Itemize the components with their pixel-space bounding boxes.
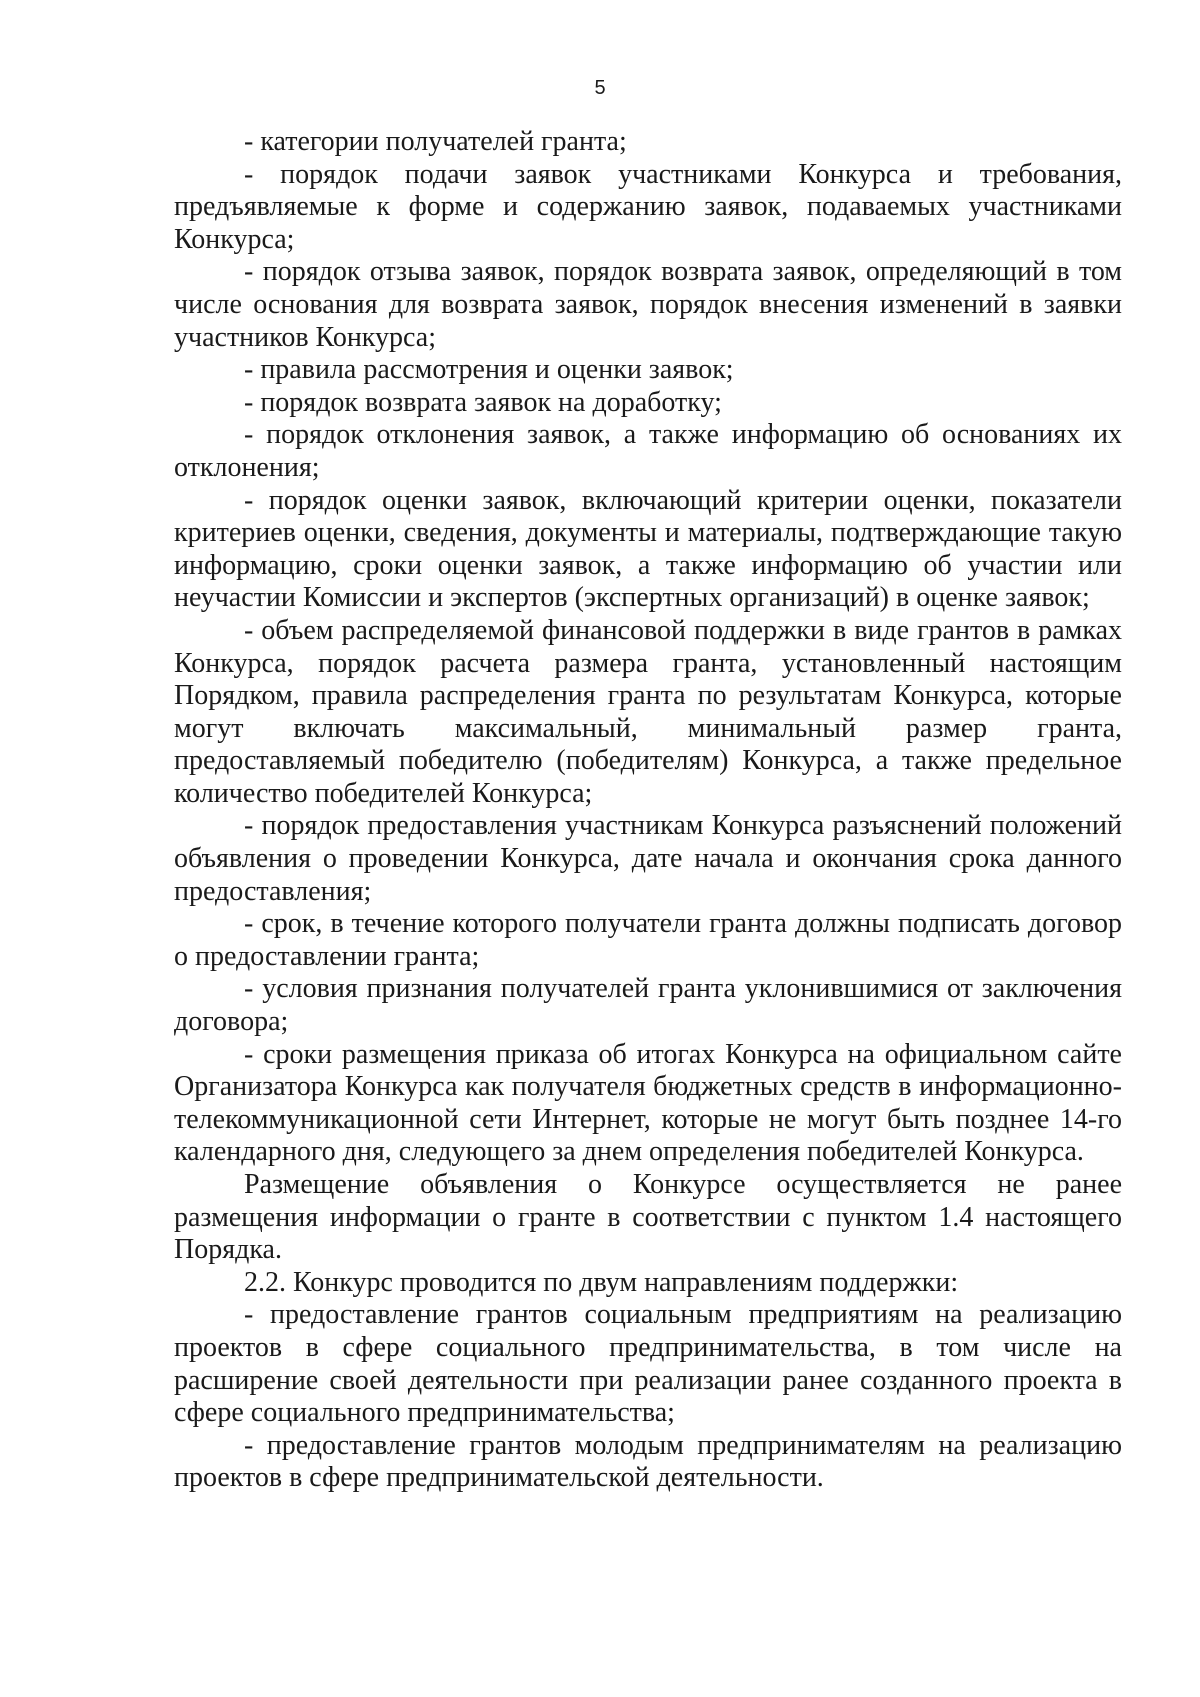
paragraph-contract-signing-term: - срок, в течение которого получатели гранта должны подписать договор о предоставлении гранта; (174, 908, 1122, 972)
page-number: 5 (594, 77, 606, 99)
paragraph-social-enterprise-grants: - предоставление грантов социальным предприятиям на реализацию проектов в сфере социального предпринимательства, в том числе на расширение своей деятельности при реализации ранее созданного проекта в сфере социального предпринимательства; (174, 1299, 1122, 1429)
paragraph-young-entrepreneur-grants: - предоставление грантов молодым предпринимателям на реализацию проектов в сфере предпринимательской деятельности. (174, 1429, 1122, 1494)
document-body (174, 126, 1122, 1495)
paragraph-grant-recipient-categories: - категории получателей гранта; (244, 126, 627, 157)
paragraph-application-withdrawal: - порядок отзыва заявок, порядок возврата заявок, определяющий в том числе основания для возврата заявок, порядок внесения изменений в заявки участников Конкурса; (174, 256, 1122, 353)
paragraph-evasion-conditions: - условия признания получателей гранта уклонившимися от заключения договора; (174, 973, 1122, 1038)
paragraph-return-for-revision: - порядок возврата заявок на доработку; (244, 386, 722, 418)
paragraph-announcement-placement: Размещение объявления о Конкурсе осуществляется не ранее размещения информации о гранте в соответствии с пунктом 1.4 настоящего Порядка. (174, 1169, 1122, 1266)
paragraph-results-publication: - сроки размещения приказа об итогах Конкурса на официальном сайте Организатора Конкурса как получателя бюджетных средств в информационно-телекоммуникационной сети Интернет, которые не могут быть позднее 14-го календарного дня, следующего за днем определения победителей Конкурса. (174, 1038, 1122, 1168)
paragraph-section-2-2: 2.2. Конкурс проводится по двум направлениям поддержки: (244, 1266, 959, 1298)
paragraph-review-rules: - правила рассмотрения и оценки заявок; (244, 354, 734, 386)
paragraph-evaluation-procedure: - порядок оценки заявок, включающий критерии оценки, показатели критериев оценки, сведения, документы и материалы, подтверждающие такую информацию, сроки оценки заявок, а также информацию об участии или неучастии Комиссии и экспертов (экспертных организаций) в оценке заявок; (174, 484, 1122, 614)
paragraph-clarifications: - порядок предоставления участникам Конкурса разъяснений положений объявления о проведении Конкурса, дате начала и окончания срока данного предоставления; (174, 810, 1122, 907)
paragraph-funding-volume: - объем распределяемой финансовой поддержки в виде грантов в рамках Конкурса, порядок расчета размера гранта, установленный настоящим Порядком, правила распределения гранта по результатам Конкурса, которые могут включать максимальный, минимальный размер гранта, предоставляемый победителю (победителям) Конкурса, а также предельное количество победителей Конкурса; (174, 614, 1122, 809)
paragraph-rejection-procedure: - порядок отклонения заявок, а также информацию об основаниях их отклонения; (174, 419, 1122, 483)
paragraph-application-submission: - порядок подачи заявок участниками Конкурса и требования, предъявляемые к форме и содержанию заявок, подаваемых участниками Конкурса; (174, 158, 1122, 255)
